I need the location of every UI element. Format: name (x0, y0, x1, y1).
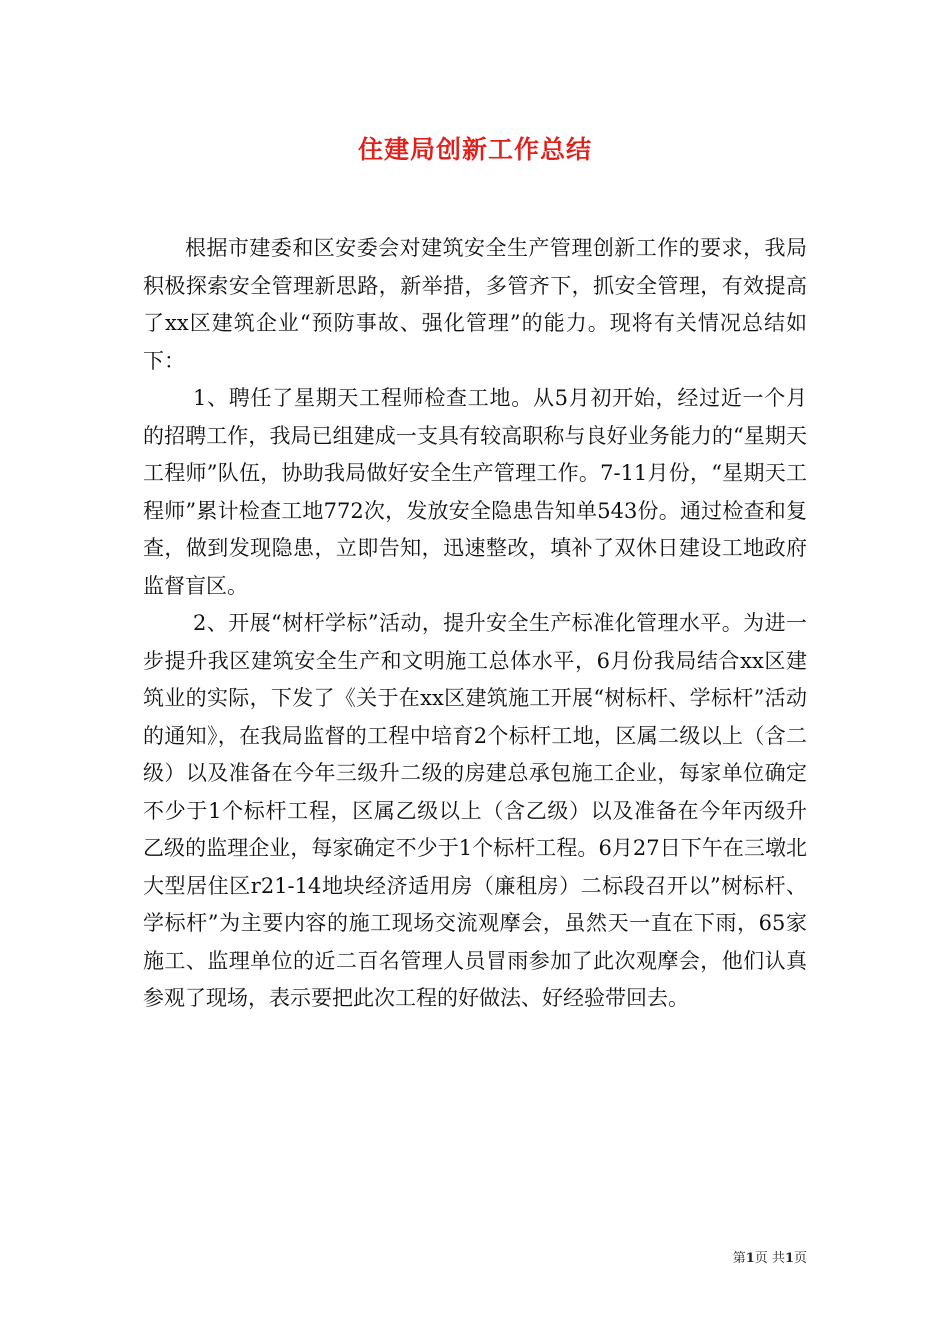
document-title: 住建局创新工作总结 (357, 135, 592, 164)
footer-middle: 页 共 (754, 1251, 785, 1266)
footer-suffix: 页 (793, 1251, 807, 1266)
paragraph-item-1: 1、聘任了星期天工程师检查工地。从5月初开始，经过近一个月的招聘工作，我局已组建成一支具有较高职称与良好业务能力的“星期天工程师”队伍，协助我局做好安全生产管理工作。7-11月份，“星期天工程师”累计检查工地772次，发放安全隐患告知单543份。通过检查和复查，做到发现隐患，立即告知，迅速整改，填补了双休日建设工地政府监督盲区。 (143, 386, 807, 598)
page-number-footer (733, 1250, 807, 1268)
footer-current-page: 1 (745, 1251, 755, 1266)
document-body (143, 230, 807, 1018)
paragraph-intro: 根据市建委和区安委会对建筑安全生产管理创新工作的要求，我局积极探索安全管理新思路，新举措，多管齐下，抓安全管理，有效提高了xx区建筑企业“预防事故、强化管理”的能力。现将有关情况总结如下： (143, 236, 807, 373)
footer-total-pages: 1 (784, 1251, 794, 1266)
paragraph-item-2: 2、开展“树杆学标”活动，提升安全生产标准化管理水平。为进一步提升我区建筑安全生产和文明施工总体水平，6月份我局结合xx区建筑业的实际，下发了《关于在xx区建筑施工开展“树标杆、学标杆”活动的通知》，在我局监督的工程中培育2个标杆工地，区属二级以上（含二级）以及准备在今年三级升二级的房建总承包施工企业，每家单位确定不少于1个标杆工程，区属乙级以上（含乙级）以及准备在今年丙级升乙级的监理企业，每家确定不少于1个标杆工程。6月27日下午在三墩北大型居住区r21-14地块经济适用房（廉租房）二标段召开以”树标杆、学标杆”为主要内容的施工现场交流观摩会，虽然天一直在下雨，65家施工、监理单位的近二百名管理人员冒雨参加了此次观摩会，他们认真参观了现场，表示要把此次工程的好做法、好经验带回去。 (143, 611, 807, 1010)
footer-prefix: 第 (732, 1251, 746, 1266)
